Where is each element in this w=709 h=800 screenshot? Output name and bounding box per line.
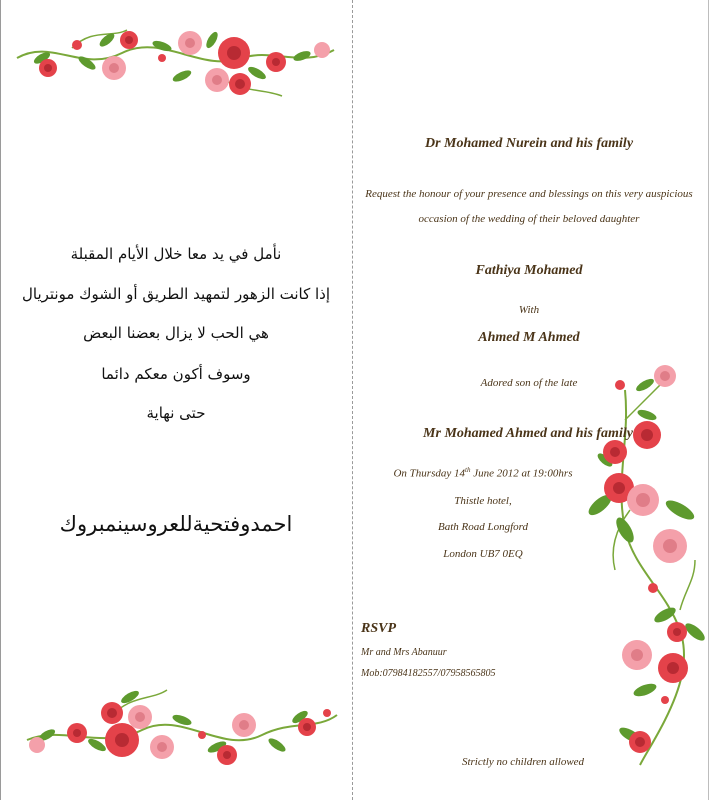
rsvp-title: RSVP [361,621,397,636]
host-heading: Dr Mohamed Nurein and his family [424,136,634,151]
date-rest: June 2012 at 19:00hrs [470,467,573,480]
groom-family: Mr Mohamed Ahmed and his family [423,426,633,441]
date-suffix: th [465,466,471,474]
rose-vine-right-icon [585,360,705,770]
venue-address-1: Bath Road Longford [437,521,529,533]
bride-name: Fathiya Mohamed [475,263,583,278]
venue-address-2: London UB7 0EQ [443,548,523,560]
request-line-2: occasion of the wedding of their beloved daughter [418,213,640,225]
arabic-line-5: حتى نهاية [146,404,206,422]
adored-text: Adored son of the late [480,377,578,389]
event-date [353,466,613,480]
rose-garland-top-icon [12,18,342,113]
with-text: With [518,304,540,316]
arabic-line-2: إذا كانت الزهور لتمهيد الطريق أو الشوك مونتريال [21,285,331,303]
groom-name: Ahmed M Ahmed [478,330,580,345]
arabic-line-3: هي الحب لا يزال بعضنا البعض [83,324,269,342]
rsvp-names: Mr and Mrs Abanuur [361,647,447,658]
rsvp-phone: Mob:07984182557/07958565805 [361,668,496,679]
arabic-line-4: وسوف أكون معكم دائما [101,365,251,383]
arabic-blessing: احمدوفتحيةللعروسينمبروك [59,512,293,536]
left-panel [0,0,352,800]
rose-garland-bottom-icon [22,685,342,775]
venue-name: Thistle hotel, [454,495,512,507]
arabic-line-1: نأمل في يد معا خلال الأيام المقبلة [70,245,282,263]
footer-note: Strictly no children allowed [461,756,585,768]
date-prefix: On Thursday 14 [393,467,465,480]
request-line-1: Request the honour of your presence and blessings on this very auspicious [365,188,693,200]
fold-line [352,0,353,800]
